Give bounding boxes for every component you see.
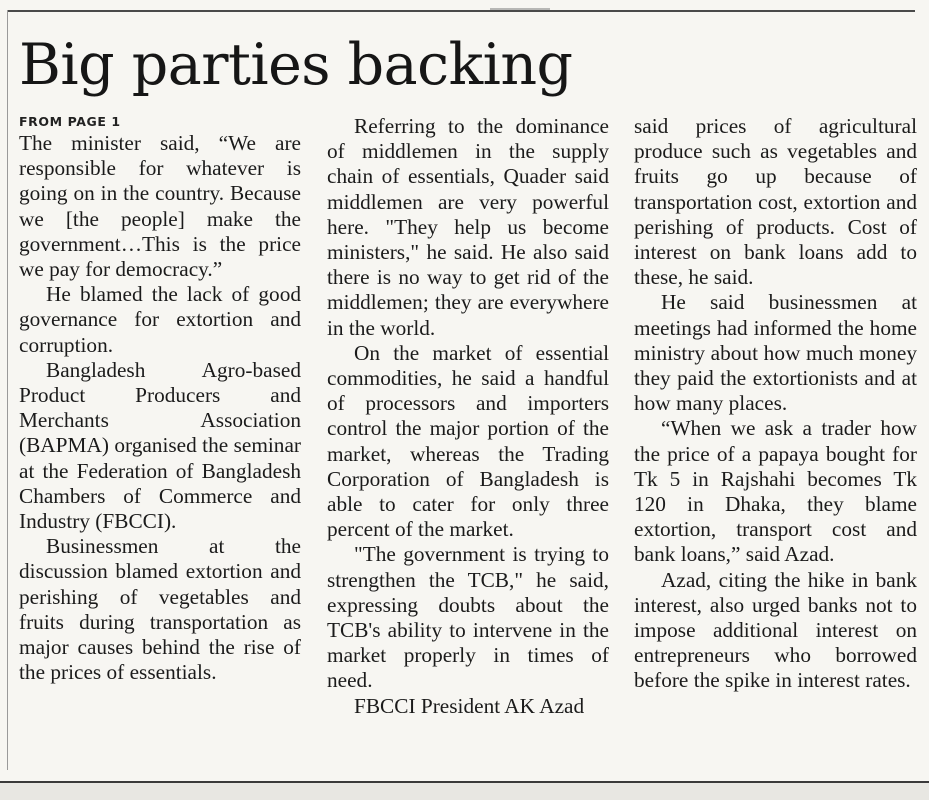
headline: Big parties backing (19, 32, 573, 98)
paragraph: said prices of agricultural produce such as vegetables and fruits go up because of transportation cost, extortion and perishing of products. Cost of interest on bank loans add to these, he said. (634, 114, 917, 290)
paragraph: Bangladesh Agro-based Product Producers and Merchants Association (BAPMA) organised the seminar at the Federation of Bangladesh Chambers of Commerce and Industry (FBCCI). (19, 357, 301, 534)
paragraph: “When we ask a trader how the price of a papaya bought for Tk 5 in Rajshahi becomes Tk 120 in Dhaka, they blame extortion, transport cost and bank loans,” said Azad. (634, 416, 917, 567)
kicker-from-page: FROM PAGE 1 (19, 114, 121, 129)
column-1 (19, 114, 301, 685)
paragraph: Businessmen at the discussion blamed extortion and perishing of vegetables and fruits during transportation as major causes behind the rise of the prices of essentials. (19, 534, 301, 685)
paragraph: He blamed the lack of good governance for extortion and corruption. (19, 282, 301, 357)
paragraph: Referring to the dominance of middlemen in the supply chain of essentials, Quader said middlemen are very powerful here. "They help us become ministers," he said. He also said there is no way to get rid of the middlemen; they are everywhere in the world. (327, 114, 609, 340)
paragraph: He said businessmen at meetings had informed the home ministry about how much money they paid the extortionists and at how many places. (634, 290, 917, 416)
paragraph: FBCCI President AK Azad (354, 693, 585, 718)
paragraph: Azad, citing the hike in bank interest, also urged banks not to impose additional interest on entrepreneurs who borrowed before the spike in interest rates. (634, 567, 917, 693)
left-edge-line (7, 10, 8, 770)
paragraph: "The government is trying to strengthen the TCB," he said, expressing doubts about the TCB's ability to intervene in the market properly in times of need. (327, 542, 609, 693)
paragraph: The minister said, “We are responsible for whatever is going on in the country. Because we [the people] make the government…This is the price we pay for democracy.” (19, 131, 301, 282)
top-edge-mark (490, 0, 550, 10)
paragraph: On the market of essential commodities, he said a handful of processors and importers control the major portion of the market, whereas the Trading Corporation of Bangladesh is able to cater for only three percent of the market. (327, 340, 609, 542)
column-3 (634, 114, 917, 694)
top-rule (8, 10, 915, 12)
bottom-band (0, 783, 929, 800)
column-2 (327, 114, 609, 719)
